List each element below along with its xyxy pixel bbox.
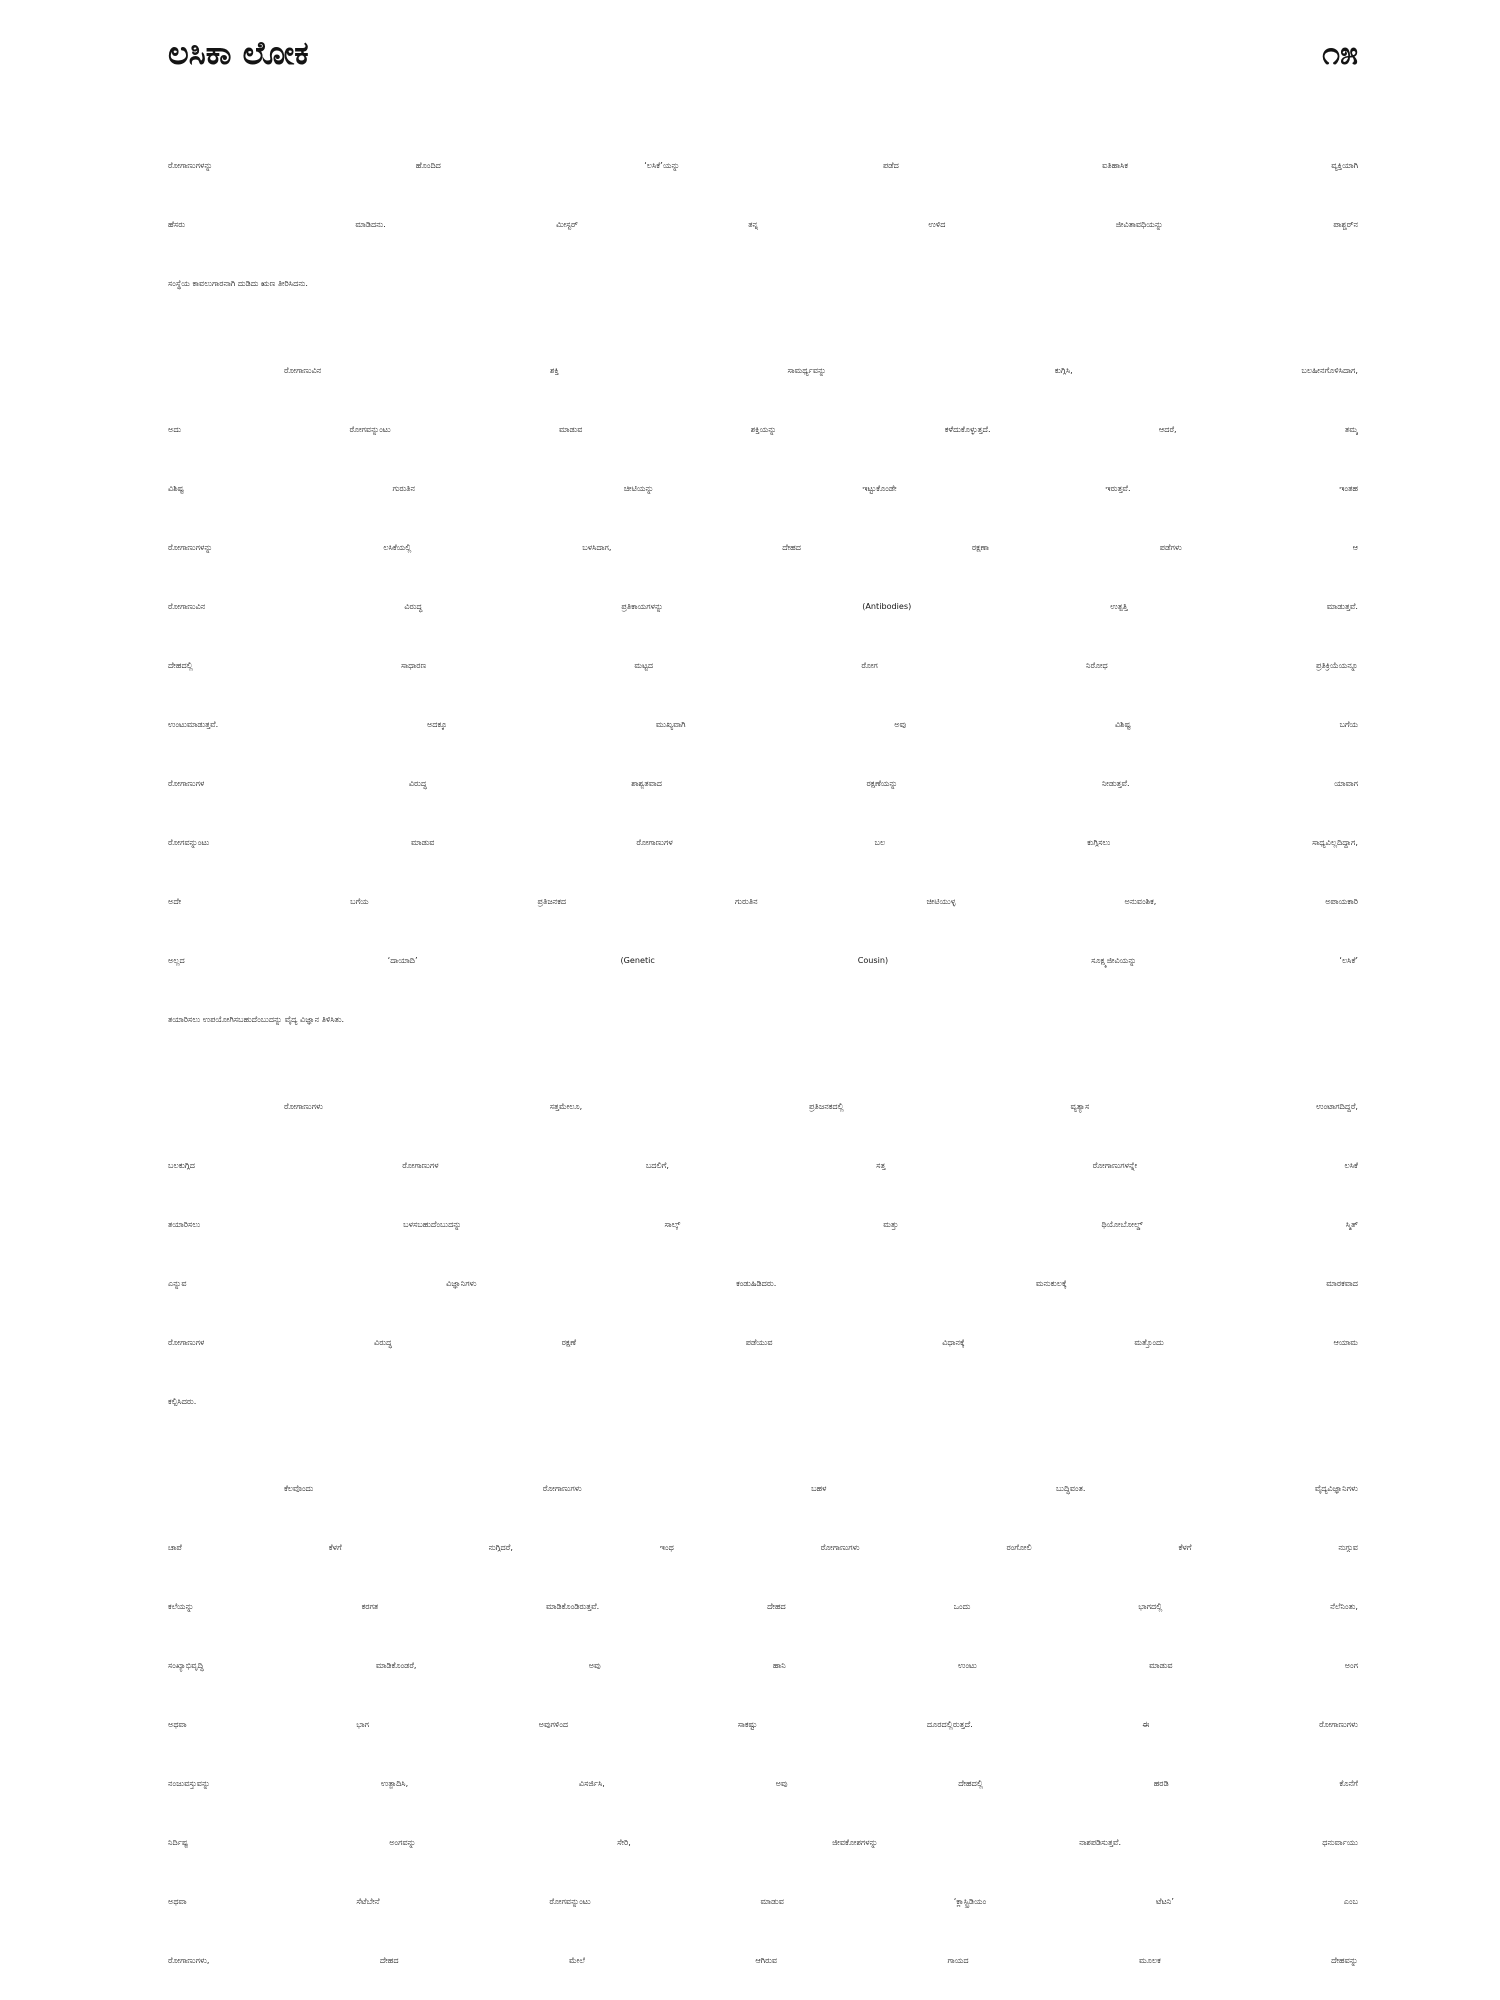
text-line: ರೋಗಾಣುಗಳನ್ನು ಲಸಿಕೆಯಲ್ಲಿ ಬಳಸಿದಾಗ, ದೇಹದ ರಕ್ಷಣಾ ಪಡೆಗಳು ಆ [168,542,1358,552]
text-line: ಕೆಲವೊಂದು ರೋಗಾಣುಗಳು ಬಹಳ ಬುದ್ಧಿವಂತ. ವೈದ್ಯವಿಜ್ಞಾನಿಗಳು [284,1483,1358,1493]
paragraph [168,1459,1358,1990]
text-line: ತಯಾರಿಸಲು ಬಳಸಬಹುದೆಂಬುದನ್ನು ಸಾಲ್ಕ್ ಮತ್ತು ಥಿಯೋಬೋಲ್ಡ್ ಸ್ಮಿತ್ [168,1219,1358,1229]
text-line: ರೋಗಾಣುವಿನ ವಿರುದ್ಧ ಪ್ರತಿಕಾಯಗಳನ್ನು (Antibodies) ಉತ್ಪತ್ತಿ ಮಾಡುತ್ತವೆ. [168,601,1358,611]
text-line: ಕಲೆಯನ್ನು ಕರಗತ ಮಾಡಿಕೊಂಡಿರುತ್ತವೆ. ದೇಹದ ಒಂದು ಭಾಗದಲ್ಲಿ ನೆಲೆನಿಂತು, [168,1601,1358,1611]
page-header [168,30,1358,76]
text-line: ಹೆಸರು ಮಾಡಿದನು. ಮೀಸ್ಟರ್ ತನ್ನ ಉಳಿದ ಜೀವಿತಾವಧಿಯನ್ನು ಪಾಶ್ಚರ್‌ನ [168,219,1358,229]
page-number: ೧೫ [1322,34,1358,72]
running-title: ಲಸಿಕಾ ಲೋಕ [168,34,309,72]
text-line: ರೋಗಾಣುಗಳು ಸತ್ತಮೇಲೂ, ಪ್ರತಿಜನಕದಲ್ಲಿ ವ್ಯತ್ಯಾಸ ಉಂಟಾಗದಿದ್ದರೆ, [284,1101,1358,1111]
paragraph-continued [168,136,1358,313]
body-text [168,136,1358,1990]
text-line: ಚಾಪೆ ಕೆಳಗೆ ನುಗ್ಗಿದರೆ, ಇಂಥ ರೋಗಾಣುಗಳು ರಂಗೋಲಿ ಕೆಳಗೆ ನುಗ್ಗುವ [168,1542,1358,1552]
text-line: ನಿರ್ದಿಷ್ಟ ಅಂಗವನ್ನು ಸೇರಿ, ಜೀವಕೋಶಗಳನ್ನು ನಾಶಪಡಿಸುತ್ತವೆ. ಧನುರ್ವಾಯು [168,1837,1358,1847]
paragraph [168,341,1358,1049]
text-line: ಉಂಟುಮಾಡುತ್ತವೆ. ಅದಕ್ಕೂ ಮುಖ್ಯವಾಗಿ ಅವು ವಿಶಿಷ್ಟ ಬಗೆಯ [168,719,1358,729]
text-line: ಅಲ್ಲದ ‘ದಾಯಾದಿ’ (Genetic Cousin) ಸೂಕ್ಷ್ಮಜೀವಿಯನ್ನು ‘ಲಸಿಕೆ’ [168,955,1358,965]
text-line: ದೇಹದಲ್ಲಿ ಸಾಧಾರಣ ಮಟ್ಟದ ರೋಗ ನಿರೋಧ ಪ್ರತಿಕ್ರಿಯೆಯನ್ನೂ [168,660,1358,670]
text-line: ವಿಶಿಷ್ಟ ಗುರುತಿನ ಚೀಟಿಯನ್ನು ಇಟ್ಟುಕೊಂಡೇ ಇರುತ್ತವೆ. ಇಂತಹ [168,483,1358,493]
text-line: ರೋಗಾಣುಗಳ ವಿರುದ್ಧ ರಕ್ಷಣೆ ಪಡೆಯುವ ವಿಧಾನಕ್ಕೆ ಮತ್ತೊಂದು ಆಯಾಮ [168,1337,1358,1347]
text-line: ಅದು ರೋಗವನ್ನುಂಟು ಮಾಡುವ ಶಕ್ತಿಯನ್ನು ಕಳೆದುಕೊಳ್ಳುತ್ತದೆ. ಆದರೆ, ತಮ್ಮ [168,424,1358,434]
text-line: ಎನ್ನುವ ವಿಜ್ಞಾನಿಗಳು ಕಂಡುಹಿಡಿದರು. ಮನುಕುಲಕ್ಕೆ ಮಾರಕವಾದ [168,1278,1358,1288]
text-line: ತಯಾರಿಸಲು ಉಪಯೋಗಿಸಬಹುದೆಂಬುದನ್ನು ವೈದ್ಯ ವಿಜ್ಞಾನ ತಿಳಿಸಿತು. [168,1014,345,1024]
text-line: ಅಥವಾ ಭಾಗ ಅವುಗಳಿಂದ ಸಾಕಷ್ಟು ದೂರದಲ್ಲಿರುತ್ತದೆ. ಈ ರೋಗಾಣುಗಳು [168,1719,1358,1729]
text-line: ಸಂಸ್ಥೆಯ ಕಾವಲುಗಾರನಾಗಿ ದುಡಿದು ಋಣ ತೀರಿಸಿದನು. [168,278,308,288]
text-line: ನಂಜುವಸ್ತುವನ್ನು ಉತ್ಪಾದಿಸಿ, ವಿಸರ್ಜಿಸಿ, ಅವು ದೇಹದಲ್ಲಿ ಹರಡಿ ಕೊನೆಗೆ [168,1778,1358,1788]
paragraph [168,1077,1358,1431]
text-line: ರೋಗಾಣುಗಳ ವಿರುದ್ಧ ಶಾಶ್ವತವಾದ ರಕ್ಷಣೆಯನ್ನು ನೀಡುತ್ತವೆ. ಯಾವಾಗ [168,778,1358,788]
text-line: ಕಲ್ಪಿಸಿದರು. [168,1396,197,1406]
text-line: ಸಂಖ್ಯಾಭಿವೃದ್ಧಿ ಮಾಡಿಕೊಂಡರೆ, ಅವು ಹಾನಿ ಉಂಟು ಮಾಡುವ ಅಂಗ [168,1660,1358,1670]
text-line: ಅದೇ ಬಗೆಯ ಪ್ರತಿಜನಕದ ಗುರುತಿನ ಚೀಟಿಯುಳ್ಳ ಅನುವಂಶಿಕ, ಅಪಾಯಕಾರಿ [168,896,1358,906]
text-line: ಅಥವಾ ಸೆಟೆಬೇನೆ ರೋಗವನ್ನುಂಟು ಮಾಡುವ ‘ಕ್ಲಾಸ್ಟ್ರಿಡಿಯಂ ಟೆಟನಿ’ ಎಂಬ [168,1896,1358,1906]
text-line: ರೋಗಾಣುವಿನ ಶಕ್ತಿ ಸಾಮರ್ಥ್ಯವನ್ನು ಕುಗ್ಗಿಸಿ, ಬಲಹೀನಗೊಳಿಸಿದಾಗ, [284,365,1358,375]
text-line: ರೋಗಾಣುಗಳನ್ನು ಹೊಂದಿದ ‘ಲಸಿಕೆ’ಯನ್ನು ಪಡೆದ ಐತಿಹಾಸಿಕ ವ್ಯಕ್ತಿಯಾಗಿ [168,160,1358,170]
text-line: ರೋಗವನ್ನುಂಟು ಮಾಡುವ ರೋಗಾಣುಗಳ ಬಲ ಕುಗ್ಗಿಸಲು ಸಾಧ್ಯವಿಲ್ಲದಿದ್ದಾಗ, [168,837,1358,847]
text-line: ಬಲಕುಗ್ಗಿದ ರೋಗಾಣುಗಳ ಬದಲಿಗೆ, ಸತ್ತ ರೋಗಾಣುಗಳನ್ನೇ ಲಸಿಕೆ [168,1160,1358,1170]
text-line: ರೋಗಾಣುಗಳು, ದೇಹದ ಮೇಲೆ ಆಗಿರುವ ಗಾಯದ ಮೂಲಕ ದೇಹವನ್ನು [168,1955,1358,1965]
